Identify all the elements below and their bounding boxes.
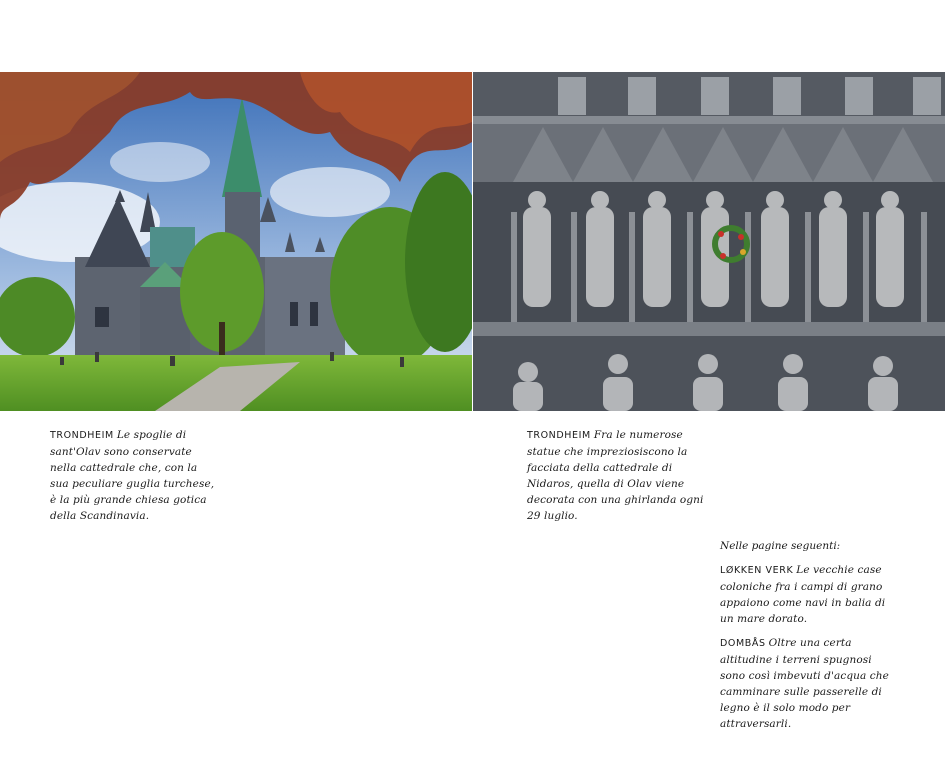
caption-facade (527, 427, 705, 524)
caption-text: Fra le numerose statue che impreziosiscono la facciata della cattedrale di Nidaros, quella di Olav viene decorata con una ghirlanda ogni 29 luglio. (527, 429, 704, 522)
caption-place: TRONDHEIM (527, 430, 591, 441)
caption-cathedral (50, 427, 215, 524)
entry-text: Le vecchie case coloniche fra i campi di grano appaiono come navi in balia di un mare dorato. (720, 564, 886, 625)
caption-place: TRONDHEIM (50, 430, 114, 441)
caption-text: Le spoglie di sant'Olav sono conservate nella cattedrale che, con la sua peculiare guglia turchese, è la più grande chiesa gotica della Scandinavia. (50, 429, 215, 522)
cathedral-photo (0, 72, 472, 411)
entry-text: Oltre una certa altitudine i terreni spugnosi sono così imbevuti d'acqua che camminare sulle passerelle di legno è il solo modo per attraversarli. (720, 637, 889, 730)
entry-place: LØKKEN VERK (720, 565, 794, 576)
entry-place: DOMBÅS (720, 638, 766, 649)
facade-statues-photo (473, 72, 945, 411)
next-pages-box (720, 538, 900, 740)
next-pages-entry (720, 635, 900, 732)
next-pages-heading: Nelle pagine seguenti: (720, 540, 841, 552)
next-pages-entry (720, 562, 900, 627)
